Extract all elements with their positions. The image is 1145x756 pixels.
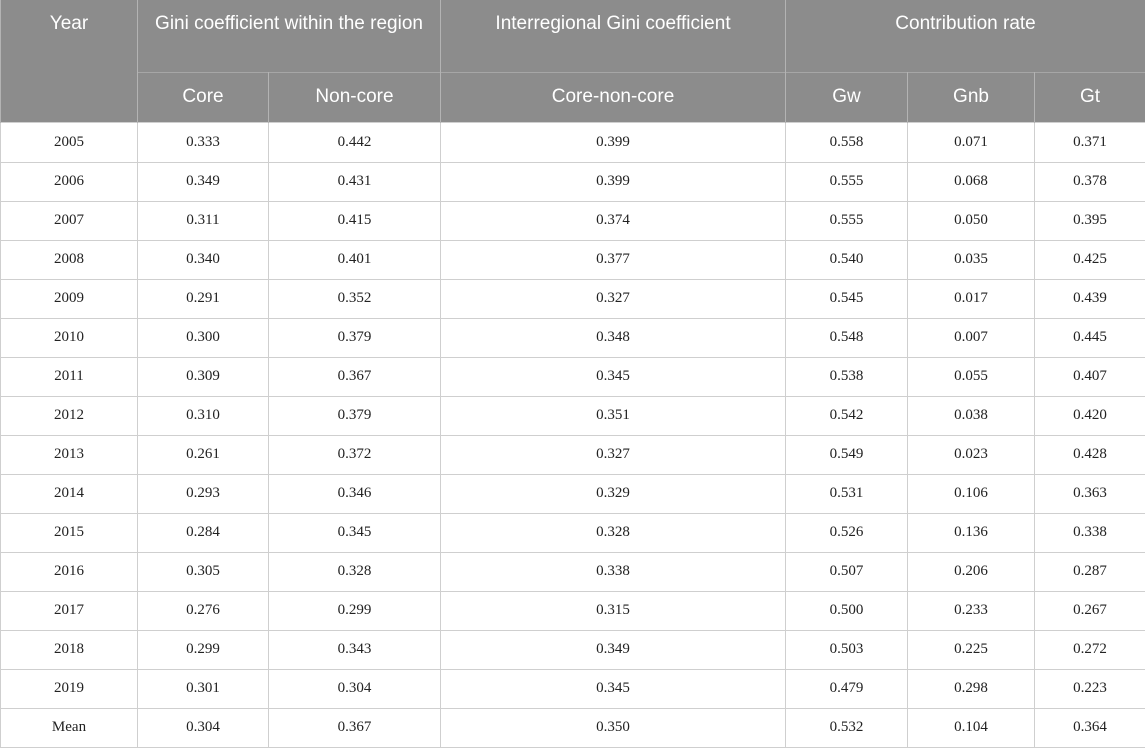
cell-gnb: 0.068 (908, 162, 1035, 201)
table-row (1, 122, 1145, 162)
header-gnb: Gnb (908, 72, 1035, 122)
cell-gnb: 0.023 (908, 435, 1035, 474)
cell-year: 2016 (1, 552, 138, 591)
table-row (1, 279, 1145, 318)
cell-core: 0.310 (138, 396, 269, 435)
cell-gw: 0.479 (786, 669, 908, 708)
table-row (1, 552, 1145, 591)
cell-core: 0.276 (138, 591, 269, 630)
table-row (1, 513, 1145, 552)
table-row (1, 396, 1145, 435)
table-row (1, 240, 1145, 279)
cell-gt: 0.420 (1035, 396, 1145, 435)
cell-year: 2015 (1, 513, 138, 552)
cell-gnb: 0.136 (908, 513, 1035, 552)
table-row (1, 669, 1145, 708)
cell-non-core: 0.367 (269, 708, 441, 747)
cell-gw: 0.548 (786, 318, 908, 357)
header-core-non-core: Core-non-core (441, 72, 786, 122)
cell-year: 2017 (1, 591, 138, 630)
cell-year: 2011 (1, 357, 138, 396)
header-core: Core (138, 72, 269, 122)
cell-year: Mean (1, 708, 138, 747)
cell-core-non-core: 0.348 (441, 318, 786, 357)
cell-gnb: 0.106 (908, 474, 1035, 513)
cell-gnb: 0.050 (908, 201, 1035, 240)
cell-gnb: 0.233 (908, 591, 1035, 630)
table-body (1, 122, 1145, 747)
cell-gw: 0.532 (786, 708, 908, 747)
cell-core-non-core: 0.328 (441, 513, 786, 552)
cell-core: 0.284 (138, 513, 269, 552)
cell-gw: 0.507 (786, 552, 908, 591)
cell-core-non-core: 0.349 (441, 630, 786, 669)
cell-gnb: 0.038 (908, 396, 1035, 435)
cell-core-non-core: 0.327 (441, 435, 786, 474)
cell-core: 0.305 (138, 552, 269, 591)
cell-gw: 0.540 (786, 240, 908, 279)
cell-core-non-core: 0.327 (441, 279, 786, 318)
cell-gw: 0.558 (786, 122, 908, 162)
cell-year: 2007 (1, 201, 138, 240)
cell-core-non-core: 0.345 (441, 669, 786, 708)
cell-gw: 0.555 (786, 162, 908, 201)
cell-core-non-core: 0.329 (441, 474, 786, 513)
table-row (1, 474, 1145, 513)
cell-gt: 0.378 (1035, 162, 1145, 201)
cell-gt: 0.428 (1035, 435, 1145, 474)
cell-gw: 0.500 (786, 591, 908, 630)
cell-gw: 0.542 (786, 396, 908, 435)
cell-core: 0.309 (138, 357, 269, 396)
cell-gw: 0.531 (786, 474, 908, 513)
cell-gw: 0.545 (786, 279, 908, 318)
cell-gt: 0.425 (1035, 240, 1145, 279)
cell-core: 0.299 (138, 630, 269, 669)
table-row (1, 201, 1145, 240)
cell-core-non-core: 0.345 (441, 357, 786, 396)
cell-year: 2005 (1, 122, 138, 162)
cell-non-core: 0.431 (269, 162, 441, 201)
cell-year: 2013 (1, 435, 138, 474)
header-gini-within: Gini coefficient within the region (138, 0, 441, 72)
cell-core: 0.333 (138, 122, 269, 162)
cell-year: 2019 (1, 669, 138, 708)
cell-non-core: 0.442 (269, 122, 441, 162)
cell-gnb: 0.035 (908, 240, 1035, 279)
cell-core: 0.301 (138, 669, 269, 708)
cell-non-core: 0.352 (269, 279, 441, 318)
cell-gnb: 0.225 (908, 630, 1035, 669)
header-gt: Gt (1035, 72, 1145, 122)
header-gw: Gw (786, 72, 908, 122)
cell-core: 0.304 (138, 708, 269, 747)
cell-year: 2014 (1, 474, 138, 513)
cell-core-non-core: 0.377 (441, 240, 786, 279)
cell-core: 0.293 (138, 474, 269, 513)
cell-gw: 0.549 (786, 435, 908, 474)
cell-gt: 0.363 (1035, 474, 1145, 513)
cell-gnb: 0.206 (908, 552, 1035, 591)
cell-non-core: 0.346 (269, 474, 441, 513)
table-row (1, 357, 1145, 396)
cell-gnb: 0.104 (908, 708, 1035, 747)
cell-non-core: 0.415 (269, 201, 441, 240)
cell-core: 0.340 (138, 240, 269, 279)
cell-core-non-core: 0.351 (441, 396, 786, 435)
cell-gt: 0.395 (1035, 201, 1145, 240)
cell-year: 2012 (1, 396, 138, 435)
cell-gnb: 0.055 (908, 357, 1035, 396)
cell-gnb: 0.017 (908, 279, 1035, 318)
cell-core-non-core: 0.374 (441, 201, 786, 240)
cell-gt: 0.338 (1035, 513, 1145, 552)
table-row (1, 162, 1145, 201)
header-gini-inter: Interregional Gini coefficient (441, 0, 786, 72)
header-year: Year (1, 0, 138, 122)
cell-year: 2009 (1, 279, 138, 318)
table-row (1, 435, 1145, 474)
cell-core: 0.311 (138, 201, 269, 240)
cell-gt: 0.287 (1035, 552, 1145, 591)
cell-core: 0.349 (138, 162, 269, 201)
cell-core: 0.300 (138, 318, 269, 357)
cell-core-non-core: 0.399 (441, 122, 786, 162)
cell-non-core: 0.328 (269, 552, 441, 591)
cell-year: 2006 (1, 162, 138, 201)
table-row (1, 708, 1145, 747)
table-row (1, 630, 1145, 669)
cell-year: 2018 (1, 630, 138, 669)
cell-gw: 0.538 (786, 357, 908, 396)
cell-gw: 0.526 (786, 513, 908, 552)
cell-gt: 0.407 (1035, 357, 1145, 396)
table-row (1, 591, 1145, 630)
cell-gt: 0.364 (1035, 708, 1145, 747)
cell-non-core: 0.367 (269, 357, 441, 396)
cell-gt: 0.223 (1035, 669, 1145, 708)
cell-non-core: 0.401 (269, 240, 441, 279)
cell-non-core: 0.304 (269, 669, 441, 708)
cell-year: 2010 (1, 318, 138, 357)
cell-gt: 0.445 (1035, 318, 1145, 357)
cell-gt: 0.272 (1035, 630, 1145, 669)
cell-non-core: 0.343 (269, 630, 441, 669)
cell-year: 2008 (1, 240, 138, 279)
cell-core: 0.291 (138, 279, 269, 318)
cell-gt: 0.267 (1035, 591, 1145, 630)
cell-core-non-core: 0.350 (441, 708, 786, 747)
cell-gw: 0.503 (786, 630, 908, 669)
cell-gnb: 0.298 (908, 669, 1035, 708)
cell-non-core: 0.299 (269, 591, 441, 630)
cell-non-core: 0.379 (269, 318, 441, 357)
header-non-core: Non-core (269, 72, 441, 122)
header-contribution-rate: Contribution rate (786, 0, 1145, 72)
cell-core-non-core: 0.399 (441, 162, 786, 201)
cell-core-non-core: 0.315 (441, 591, 786, 630)
cell-gt: 0.439 (1035, 279, 1145, 318)
table-row (1, 318, 1145, 357)
cell-gt: 0.371 (1035, 122, 1145, 162)
cell-gnb: 0.007 (908, 318, 1035, 357)
cell-non-core: 0.345 (269, 513, 441, 552)
table-header (1, 0, 1145, 122)
cell-non-core: 0.379 (269, 396, 441, 435)
cell-core-non-core: 0.338 (441, 552, 786, 591)
cell-gnb: 0.071 (908, 122, 1035, 162)
cell-gw: 0.555 (786, 201, 908, 240)
cell-core: 0.261 (138, 435, 269, 474)
cell-non-core: 0.372 (269, 435, 441, 474)
